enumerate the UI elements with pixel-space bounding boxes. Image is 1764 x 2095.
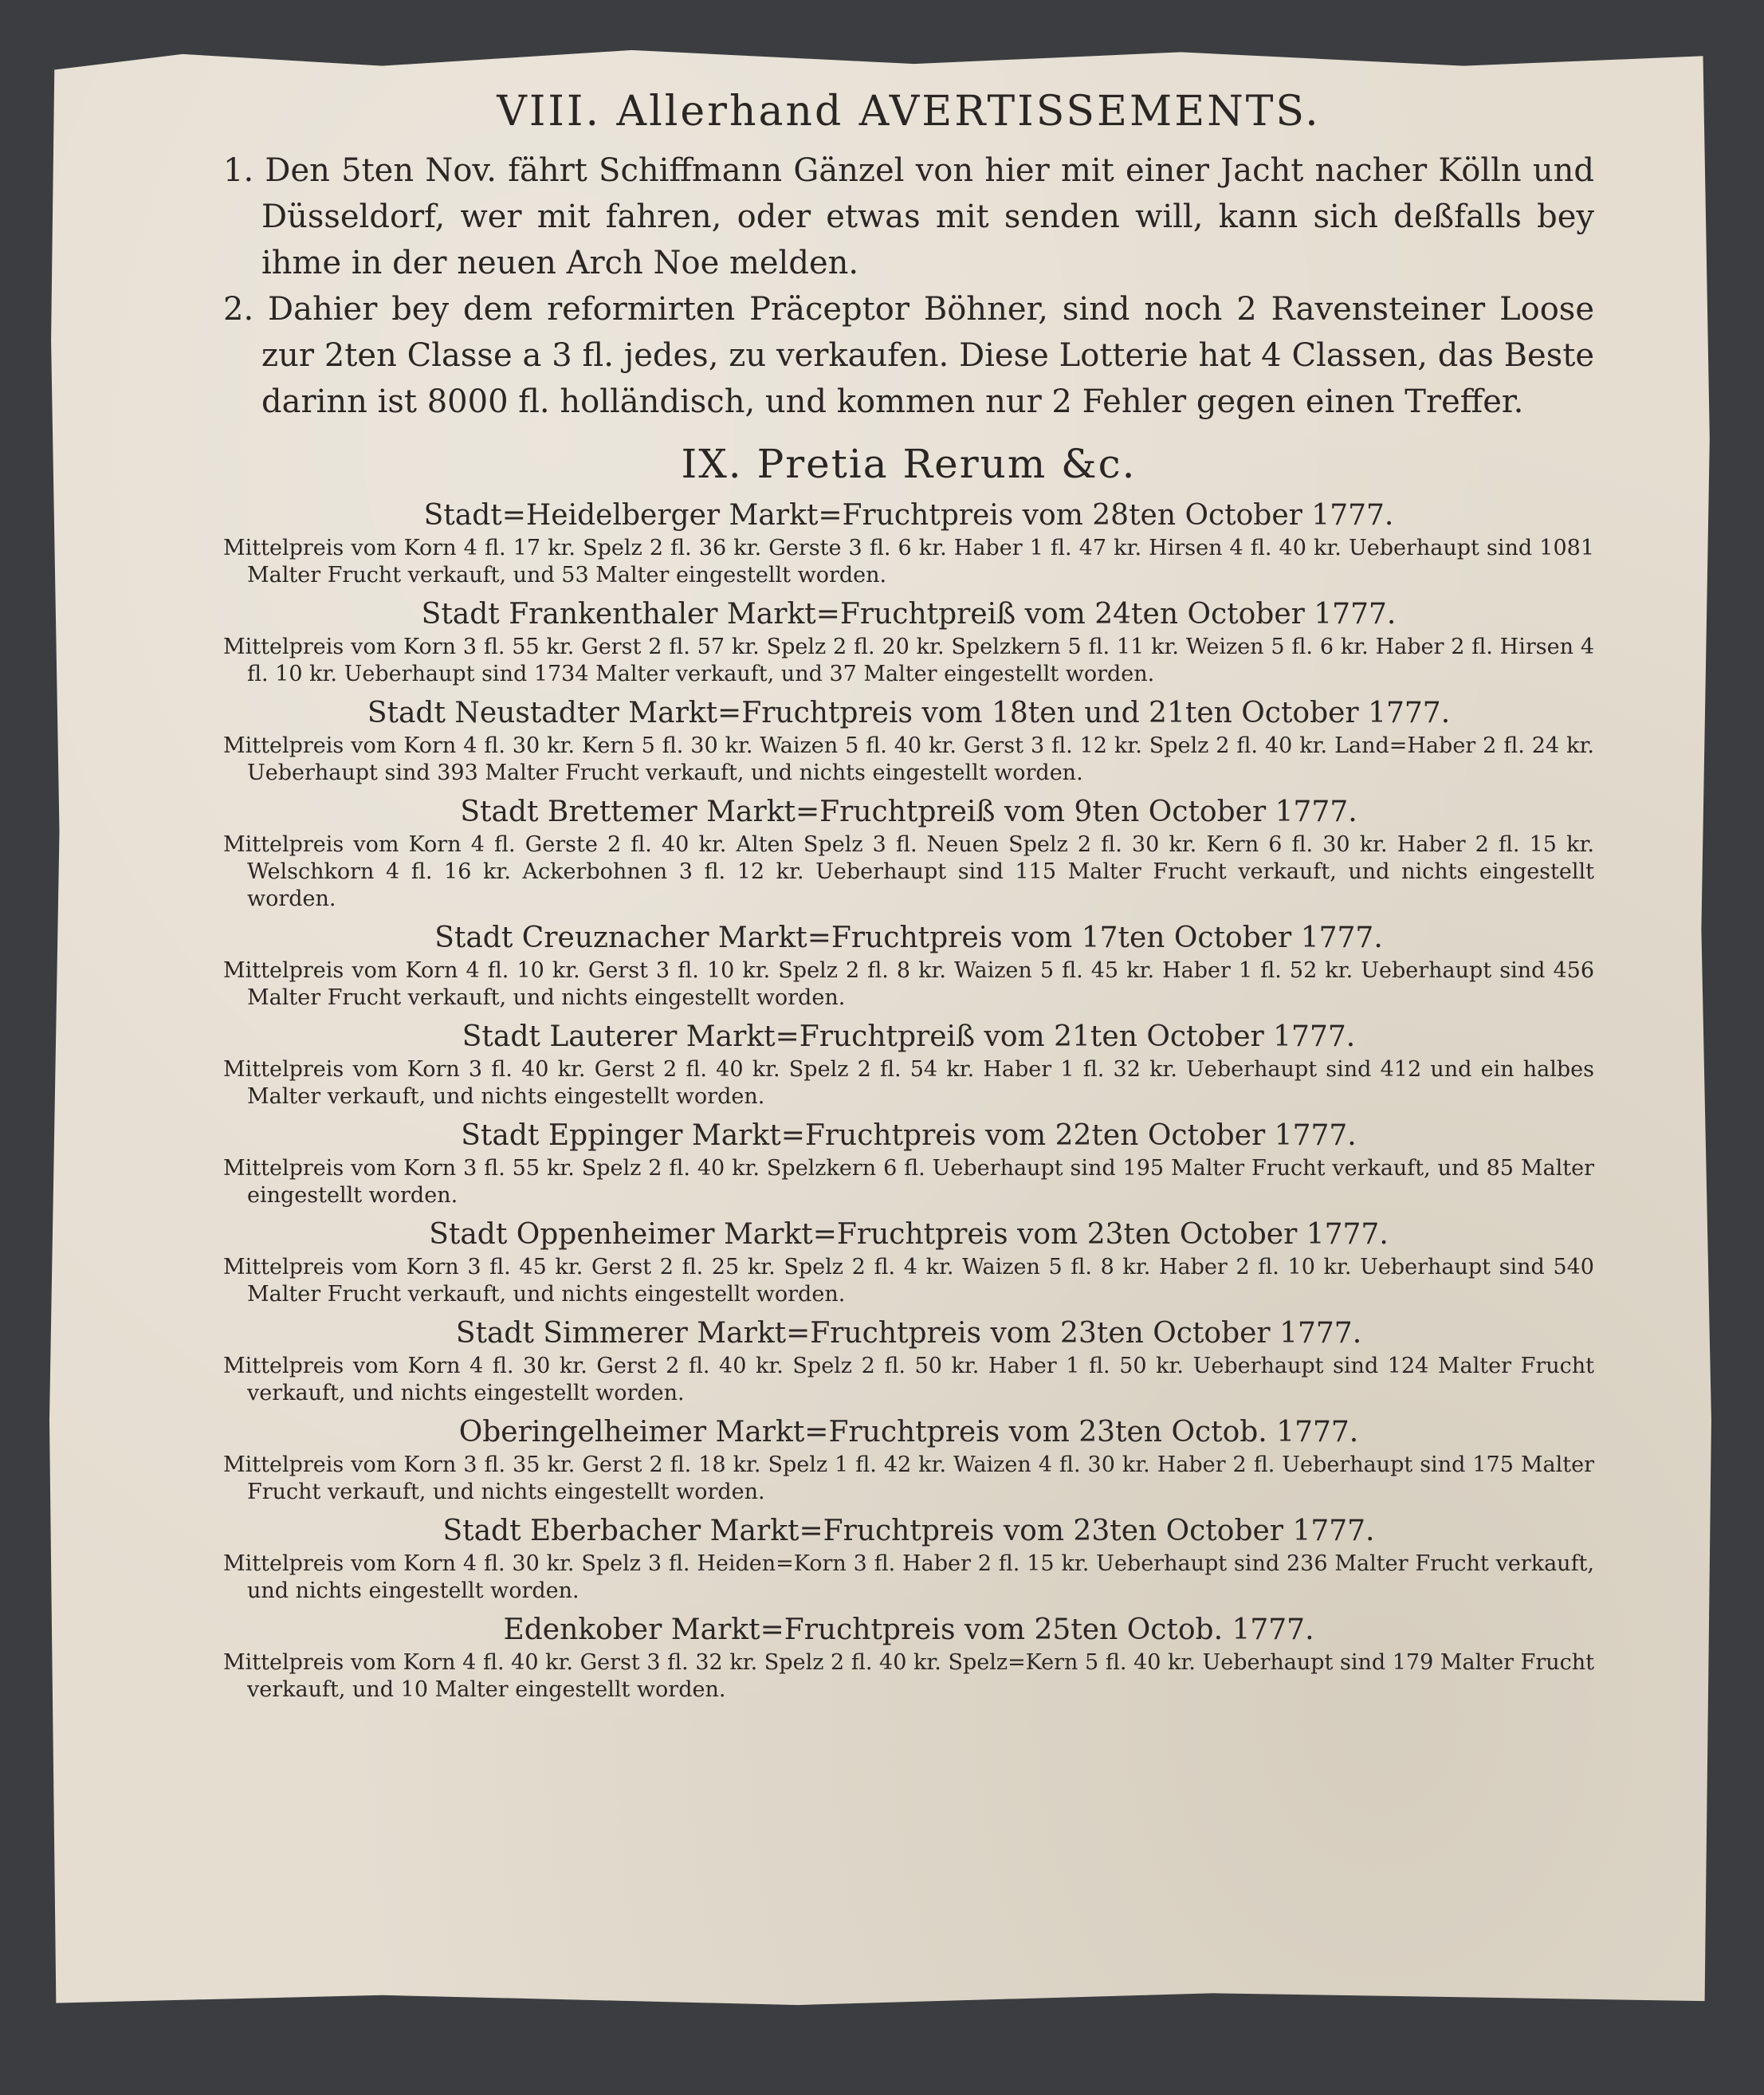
market-entry (223, 1611, 1594, 1704)
market-prices: Mittelpreis vom Korn 4 fl. 30 kr. Kern 5 fl. 30 kr. Waizen 5 fl. 40 kr. Gerst 3 fl. 12 kr. Spelz 2 fl. 40 kr. Land=Haber 2 fl. 24 kr. Ueberhaupt sind 393 Malter Frucht verkauft, und nichts eingestellt worden. (223, 733, 1594, 785)
market-entry (223, 1117, 1594, 1209)
market-heading: Stadt Lauterer Markt=Fruchtpreiß vom 21ten October 1777. (462, 1020, 1356, 1053)
market-prices: Mittelpreis vom Korn 4 fl. 30 kr. Gerst 2 fl. 40 kr. Spelz 2 fl. 50 kr. Haber 1 fl. 50 kr. Ueberhaupt sind 124 Malter Frucht verkauft, und nichts eingestellt worden. (223, 1354, 1594, 1405)
market-entry (223, 1315, 1594, 1407)
market-entry (223, 1413, 1594, 1506)
market-entry (223, 1512, 1594, 1605)
market-heading: Stadt Creuznacher Markt=Fruchtpreis vom 17ten October 1777. (434, 922, 1383, 954)
market-entry (223, 919, 1594, 1012)
market-entry (223, 793, 1594, 913)
market-entry (223, 1018, 1594, 1110)
market-heading: Stadt Frankenthaler Markt=Fruchtpreiß vom 24ten October 1777. (421, 598, 1397, 631)
document-text (223, 84, 1594, 1704)
market-prices: Mittelpreis vom Korn 3 fl. 55 kr. Gerst 2 fl. 57 kr. Spelz 2 fl. 20 kr. Spelzkern 5 fl. 11 kr. Weizen 5 fl. 6 kr. Haber 2 fl. Hirsen 4 fl. 10 kr. Ueberhaupt sind 1734 Malter verkauft, und 37 Malter eingestellt worden. (223, 635, 1594, 686)
market-heading: Stadt Brettemer Markt=Fruchtpreiß vom 9ten October 1777. (460, 796, 1357, 828)
market-entry (223, 1216, 1594, 1308)
market-heading: Stadt Eberbacher Markt=Fruchtpreis vom 23ten October 1777. (442, 1515, 1375, 1547)
market-heading: Stadt=Heidelberger Markt=Fruchtpreis vom 28ten October 1777. (423, 499, 1394, 532)
advertisement-item: 2. Dahier bey dem reformirten Präceptor Böhner, sind noch 2 Ravensteiner Loose zur 2ten Classe a 3 fl. jedes, zu verkaufen. Diese Lotterie hat 4 Classen, das Beste darinn ist 8000 fl. holländisch, und kommen nur 2 Fehler gegen einen Treffer. (223, 291, 1594, 420)
market-heading: Stadt Eppinger Markt=Fruchtpreis vom 22ten October 1777. (461, 1119, 1357, 1152)
market-prices: Mittelpreis vom Korn 3 fl. 55 kr. Spelz 2 fl. 40 kr. Spelzkern 6 fl. Ueberhaupt sind 195 Malter Frucht verkauft, und 85 Malter eingestellt worden. (223, 1156, 1594, 1208)
market-heading: Stadt Oppenheimer Markt=Fruchtpreis vom 23ten October 1777. (429, 1218, 1389, 1251)
market-prices: Mittelpreis vom Korn 4 fl. 10 kr. Gerst 3 fl. 10 kr. Spelz 2 fl. 8 kr. Waizen 5 fl. 45 kr. Haber 1 fl. 52 kr. Ueberhaupt sind 456 Malter Frucht verkauft, und nichts eingestellt worden. (223, 958, 1594, 1010)
market-entry (223, 595, 1594, 688)
section-9-title: IX. Pretia Rerum &c. (681, 441, 1137, 487)
market-heading: Oberingelheimer Markt=Fruchtpreis vom 23ten Octob. 1777. (458, 1416, 1359, 1448)
market-heading: Stadt Simmerer Markt=Fruchtpreis vom 23ten October 1777. (455, 1317, 1362, 1350)
market-prices: Mittelpreis vom Korn 4 fl. 17 kr. Spelz 2 fl. 36 kr. Gerste 3 fl. 6 kr. Haber 1 fl. 47 kr. Hirsen 4 fl. 40 kr. Ueberhaupt sind 1081 Malter Frucht verkauft, und 53 Malter eingestellt worden. (223, 536, 1594, 588)
market-prices: Mittelpreis vom Korn 4 fl. Gerste 2 fl. 40 kr. Alten Spelz 3 fl. Neuen Spelz 2 fl. 30 kr. Kern 6 fl. 30 kr. Haber 2 fl. 15 kr. Welschkorn 4 fl. 16 kr. Ackerbohnen 3 fl. 12 kr. Ueberhaupt sind 115 Malter Frucht verkauft, und nichts eingestellt worden. (223, 832, 1594, 911)
market-prices: Mittelpreis vom Korn 4 fl. 30 kr. Spelz 3 fl. Heiden=Korn 3 fl. Haber 2 fl. 15 kr. Ueberhaupt sind 236 Malter Frucht verkauft, und nichts eingestellt worden. (223, 1551, 1594, 1603)
market-prices: Mittelpreis vom Korn 3 fl. 35 kr. Gerst 2 fl. 18 kr. Spelz 1 fl. 42 kr. Waizen 4 fl. 30 kr. Haber 2 fl. Ueberhaupt sind 175 Malter Frucht verkauft, und nichts eingestellt worden. (223, 1452, 1594, 1504)
market-prices: Mittelpreis vom Korn 4 fl. 40 kr. Gerst 3 fl. 32 kr. Spelz 2 fl. 40 kr. Spelz=Kern 5 fl. 40 kr. Ueberhaupt sind 179 Malter Frucht verkauft, und 10 Malter eingestellt worden. (223, 1650, 1594, 1702)
market-heading: Edenkober Markt=Fruchtpreis vom 25ten Octob. 1777. (503, 1614, 1314, 1646)
market-heading: Stadt Neustadter Markt=Fruchtpreis vom 18ten und 21ten October 1777. (367, 697, 1451, 729)
market-entry (223, 694, 1594, 787)
market-prices: Mittelpreis vom Korn 3 fl. 45 kr. Gerst 2 fl. 25 kr. Spelz 2 fl. 4 kr. Waizen 5 fl. 8 kr. Haber 2 fl. 10 kr. Ueberhaupt sind 540 Malter Frucht verkauft, und nichts eingestellt worden. (223, 1255, 1594, 1307)
market-entry (223, 497, 1594, 589)
advertisement-item: 1. Den 5ten Nov. fährt Schiffmann Gänzel von hier mit einer Jacht nacher Kölln und Düsseldorf, wer mit fahren, oder etwas mit senden will, kann sich deßfalls bey ihme in der neuen Arch Noe melden. (223, 152, 1594, 281)
market-prices: Mittelpreis vom Korn 3 fl. 40 kr. Gerst 2 fl. 40 kr. Spelz 2 fl. 54 kr. Haber 1 fl. 32 kr. Ueberhaupt sind 412 und ein halbes Malter verkauft, und nichts eingestellt worden. (223, 1057, 1594, 1109)
section-8-title: VIII. Allerhand AVERTISSEMENTS. (497, 88, 1321, 136)
